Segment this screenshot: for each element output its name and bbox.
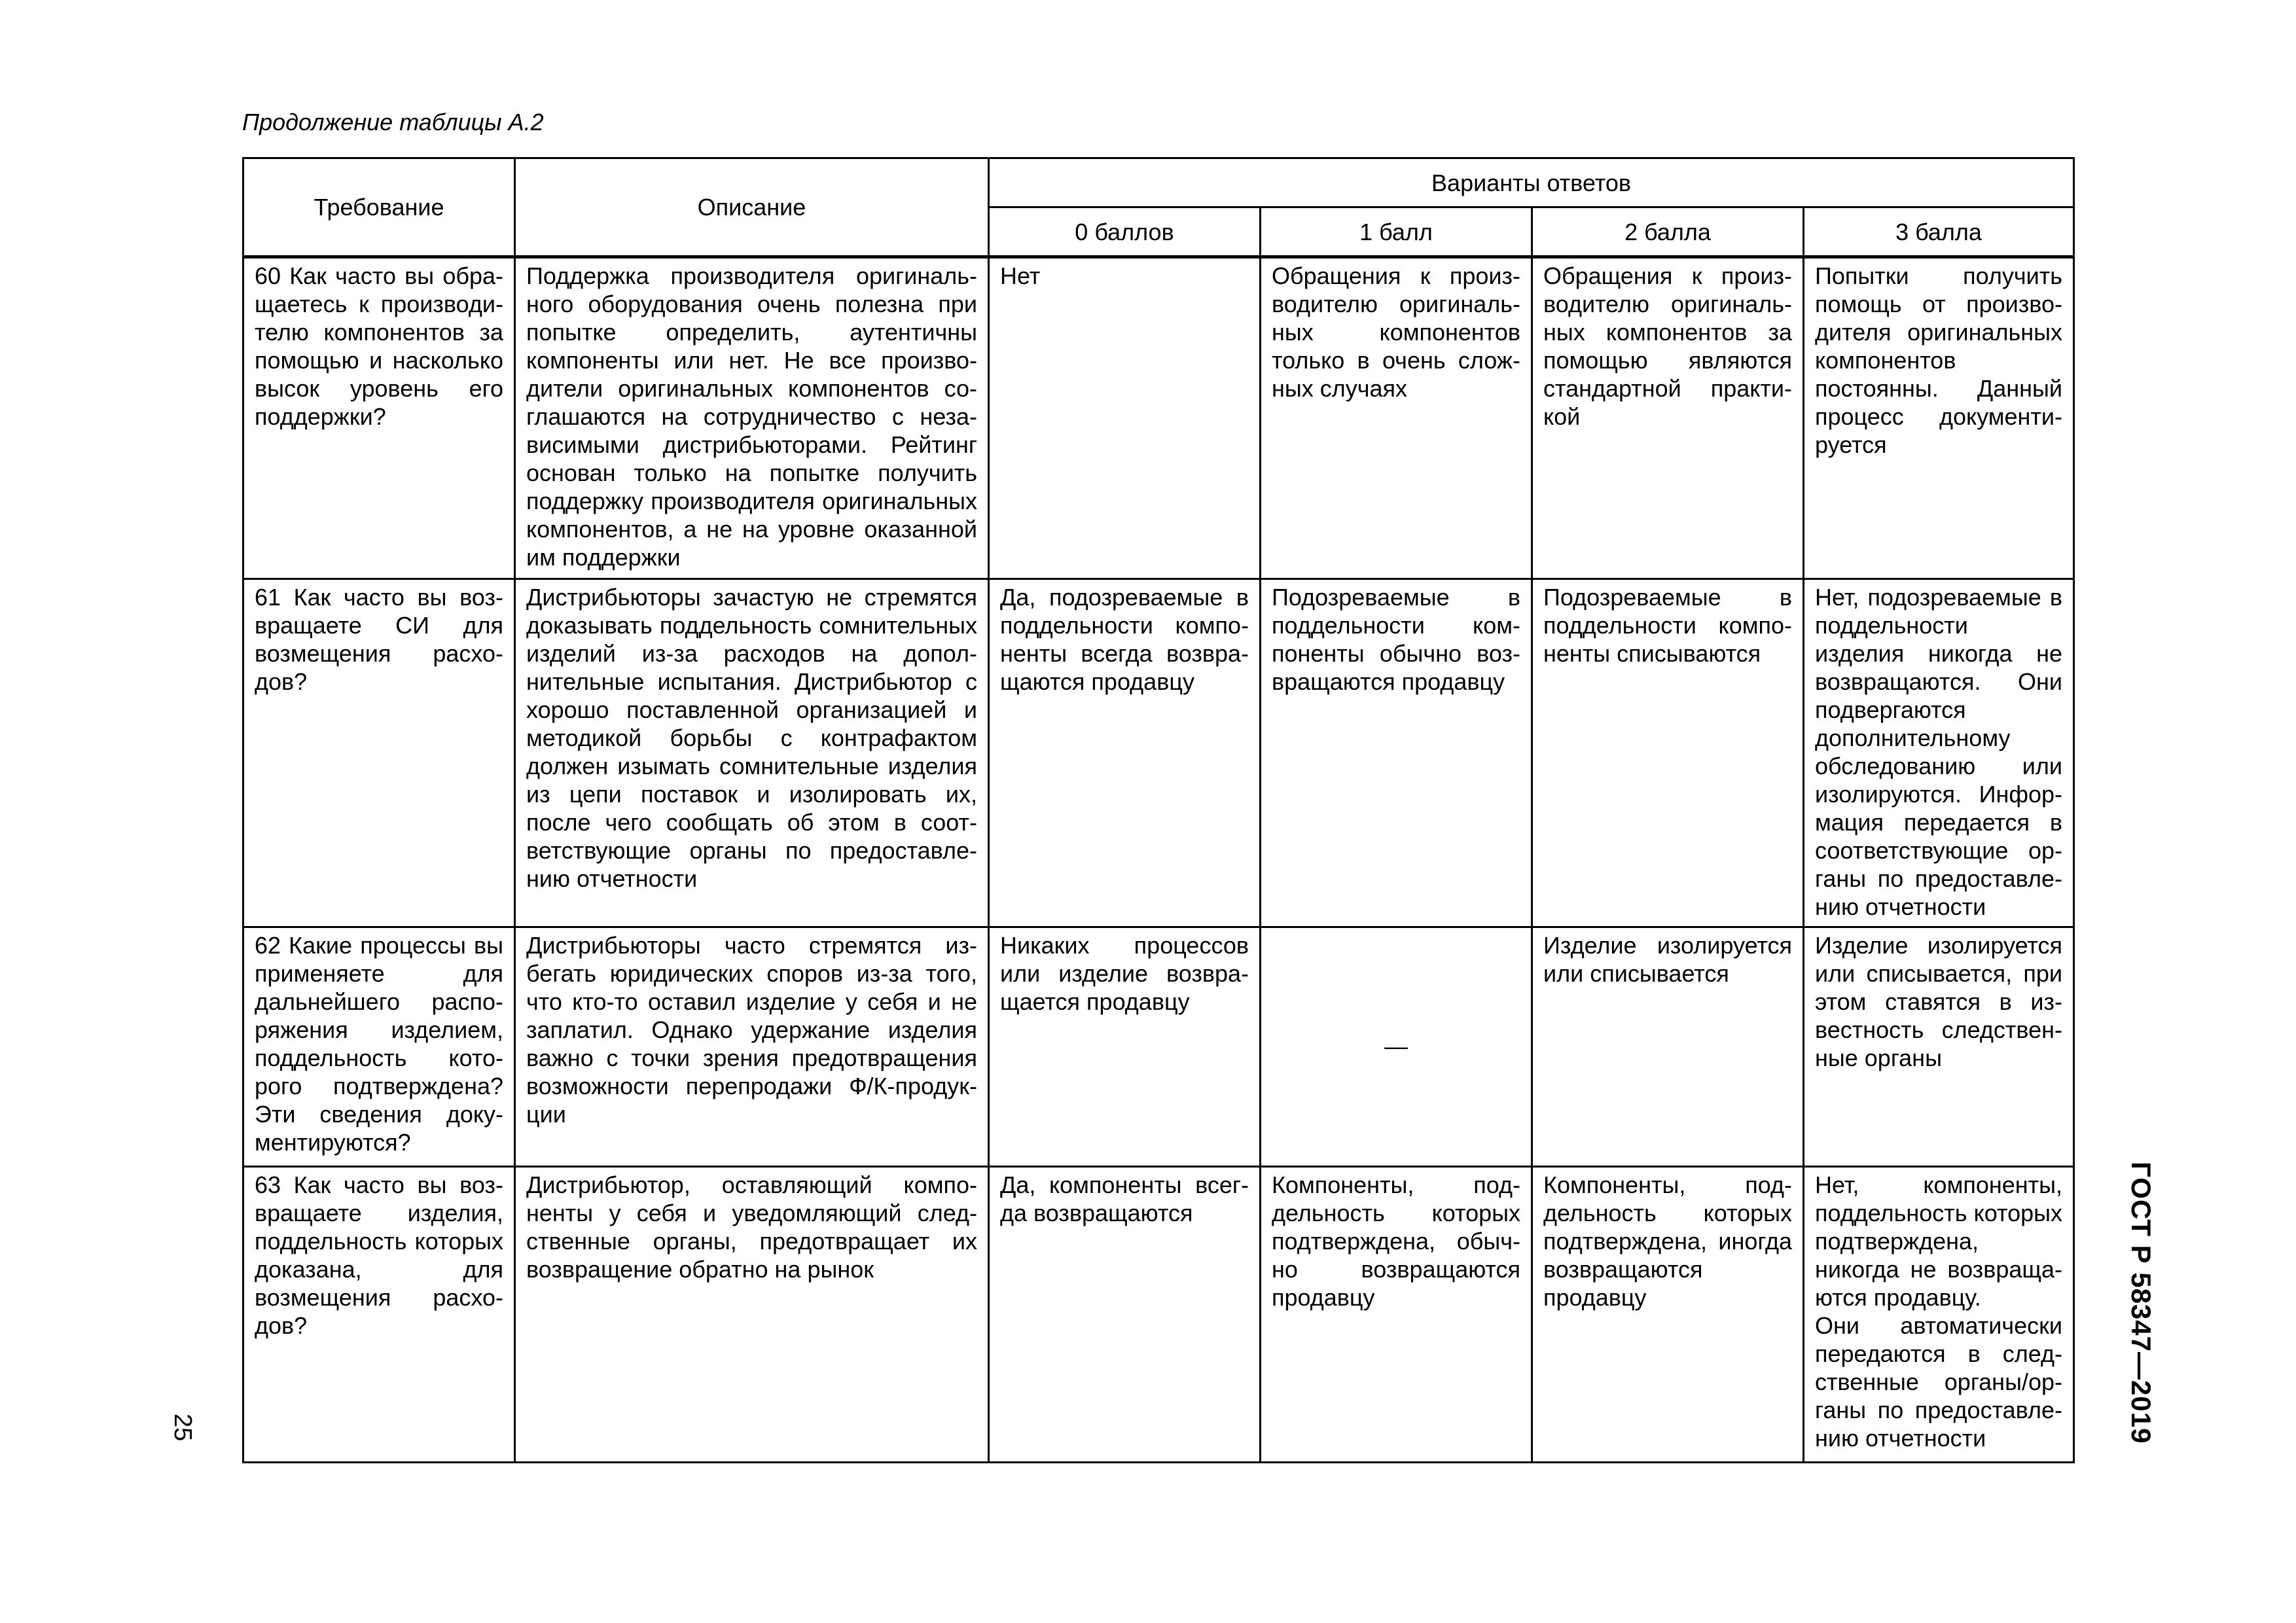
cell-score-1: Обращения к производителю оригинальных компонентов только в очень сложных случаях [1261,257,1532,579]
requirements-table [242,157,2075,1463]
table-header-row [243,158,2074,207]
cell-description: Дистрибьютор, оставляющий компоненты у себя и уведомляющий следственные органы, предотвращает их возвращение обратно на рынок [515,1167,989,1463]
cell-score-3: Изделие изолируется или списывается, при этом ставятся в известность следственные органы [1804,927,2074,1167]
cell-requirement: 61 Как часто вы возвращаете СИ для возмещения расходов? [243,579,515,927]
header-description: Описание [515,158,989,257]
cell-description: Поддержка производителя оригинального оборудования очень полезна при попытке определить, аутентичны компоненты или нет. Не все производители оригинальных компонентов соглашаются на сотрудничество с независимыми дистрибьюторами. Рейтинг основан только на попытке получить поддержку производителя оригинальных компонентов, а не на уровне оказанной им поддержки [515,257,989,579]
cell-score-3-part-1: Нет, компоненты, поддельность которых подтверждена, никогда не возвращаются продавцу. [1815,1171,2062,1311]
cell-score-0: Никаких процессов или изделие возвращается продавцу [989,927,1261,1167]
page-number: 25 [169,1414,196,1442]
table-caption: Продолжение таблицы А.2 [242,109,544,135]
header-score-2: 2 балла [1532,207,1804,257]
cell-score-1: Компоненты, поддельность которых подтверждена, обычно возвращаются продавцу [1261,1167,1532,1463]
cell-score-2: Изделие изолируется или списывается [1532,927,1804,1167]
cell-score-2: Компоненты, поддельность которых подтверждена, иногда возвращаются продавцу [1532,1167,1804,1463]
table-row [243,1167,2074,1463]
cell-requirement: 63 Как часто вы возвращаете изделия, поддельность которых доказана, для возмещения расходов? [243,1167,515,1463]
cell-score-3-part-2: Они автоматически передаются в следственные органы/органы по предоставлению отчетности [1815,1312,2062,1452]
cell-score-1: — [1261,927,1532,1167]
cell-score-0: Да, подозреваемые в поддельности компоненты всегда возвращаются продавцу [989,579,1261,927]
table-row [243,257,2074,579]
cell-score-0: Нет [989,257,1261,579]
cell-score-2: Подозреваемые в поддельности компоненты списываются [1532,579,1804,927]
header-score-0: 0 баллов [989,207,1261,257]
table-row [243,927,2074,1167]
cell-score-3: Попытки получить помощь от производителя оригинальных компонентов постоянны. Данный процесс документируется [1804,257,2074,579]
header-answers: Варианты ответов [989,158,2074,207]
cell-score-0: Да, компоненты всегда возвращаются [989,1167,1261,1463]
cell-description: Дистрибьюторы зачастую не стремятся доказывать поддельность сомнительных изделий из-за расходов на дополнительные испытания. Дистрибьютор с хорошо поставленной организацией и методикой борьбы с контрафактом должен изымать сомнительные изделия из цепи поставок и изолировать их, после чего сообщать об этом в соответствующие органы по предоставлению отчетности [515,579,989,927]
cell-requirement: 60 Как часто вы обращаетесь к производителю компонентов за помощью и насколько высок уровень его поддержки? [243,257,515,579]
header-score-3: 3 балла [1804,207,2074,257]
header-requirement: Требование [243,158,515,257]
cell-requirement: 62 Какие процессы вы применяете для дальнейшего распоряжения изделием, поддельность которого подтверждена? Эти сведения документируются? [243,927,515,1167]
header-score-1: 1 балл [1261,207,1532,257]
cell-score-3: Нет, подозреваемые в поддельности изделия никогда не возвращаются. Они подвергаются дополнительному обследованию или изолируются. Информация передается в соответствующие органы по предоставлению отчетности [1804,579,2074,927]
table-row [243,579,2074,927]
cell-description: Дистрибьюторы часто стремятся избегать юридических споров из-за того, что кто-то оставил изделие у себя и не заплатил. Однако удержание изделия важно с точки зрения предотвращения возможности перепродажи Ф/К-продукции [515,927,989,1167]
cell-score-2: Обращения к производителю оригинальных компонентов за помощью являются стандартной практикой [1532,257,1804,579]
cell-score-1: Подозреваемые в поддельности компоненты обычно возвращаются продавцу [1261,579,1532,927]
document-code: ГОСТ Р 58347—2019 [2126,1162,2157,1444]
cell-score-3 [1804,1167,2074,1463]
